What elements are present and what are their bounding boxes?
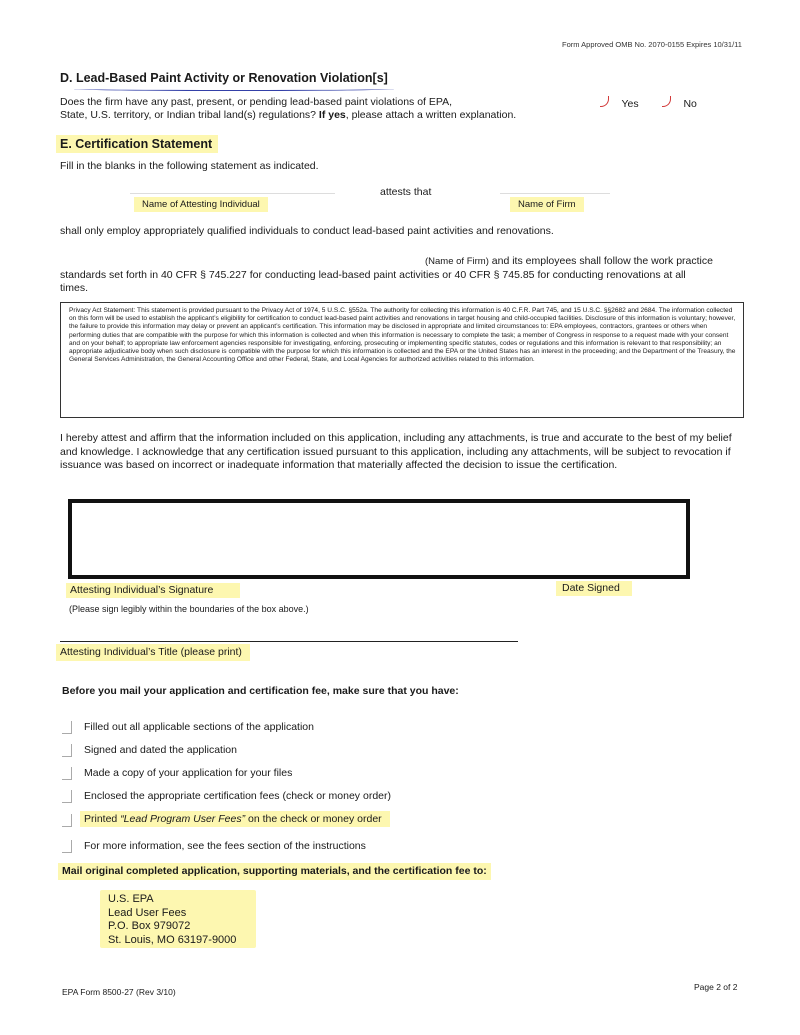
violation-question-line2	[60, 109, 516, 122]
checklist-item-signed-dated: Signed and dated the application	[84, 744, 237, 756]
checklist-item-more-info: For more information, see the fees section of the instructions	[84, 840, 366, 852]
checkbox-filled-out[interactable]	[62, 721, 72, 734]
address-line-2: Lead User Fees	[108, 906, 187, 919]
standards-line2: times.	[60, 282, 89, 294]
mailing-address	[108, 893, 236, 947]
signature-label: Attesting Individual’s Signature	[66, 583, 240, 598]
printed-italic: “Lead Program User Fees”	[120, 813, 246, 825]
omb-note: Form Approved OMB No. 2070-0155 Expires 10/31/11	[562, 40, 742, 49]
yes-radio[interactable]	[600, 96, 609, 107]
title-label: Attesting Individual’s Title (please print)	[56, 644, 250, 661]
standards-line1: standards set forth in 40 CFR § 745.227 for conducting lead-based paint activities or 40 CFR § 745.85 for conducting renovations at all	[60, 269, 686, 281]
violation-question-tail: , please attach a written explanation.	[345, 109, 517, 121]
page-number: Page 2 of 2	[694, 982, 738, 992]
checkbox-made-copy[interactable]	[62, 767, 72, 780]
no-radio[interactable]	[662, 96, 671, 107]
no-option[interactable]	[662, 94, 697, 112]
sign-note: (Please sign legibly within the boundaries of the box above.)	[69, 604, 309, 614]
printed-post: on the check or money order	[245, 813, 382, 825]
name-firm-blank[interactable]	[500, 193, 610, 194]
checklist-item-filled-out: Filled out all applicable sections of the application	[84, 721, 314, 733]
checklist-item-made-copy: Made a copy of your application for your files	[84, 767, 293, 779]
checkbox-printed[interactable]	[62, 814, 72, 827]
certification-instructions: Fill in the blanks in the following statement as indicated.	[60, 160, 319, 172]
yes-label: Yes	[621, 98, 639, 110]
printed-pre: Printed	[84, 813, 121, 825]
checklist-heading: Before you mail your application and certification fee, make sure that you have:	[62, 685, 459, 697]
attests-that-text: attests that	[380, 186, 432, 198]
name-firm-paren: (Name of Firm)	[425, 256, 489, 267]
name-individual-blank[interactable]	[130, 193, 335, 194]
section-d-underline	[74, 87, 394, 91]
attestation-paragraph: I hereby attest and affirm that the information included on this application, including any attachments, is true and accurate to the best of my belief and knowledge. I acknowledge that any certification issued pursuant to this application, including any attachments, will be subject to revocation if issuance was based on incorrect or inadequate information that materially affected the decision to issue the certification.	[60, 432, 732, 471]
name-individual-label: Name of Attesting Individual	[134, 197, 268, 212]
checklist-item-printed	[80, 811, 390, 827]
address-line-3: P.O. Box 979072	[108, 920, 191, 932]
privacy-act-statement: Privacy Act Statement: This statement is provided pursuant to the Privacy Act of 1974, 5 U.S.C. §552a. The authority for collecting this information is 40 C.F.R. Part 745, and 15 U.S.C. §§2682 and 2684. The information collected on this form will be used to establish the applicant’s eligibility for certification to conduct lead-based paint activities and renovations in target housing and child-occupied facilities. Disclosure of this information is voluntary; however, the failure to provide this information may delay or prevent an applicant’s certification. This information may be disclosed in appropriate and limited circumstances to: EPA employees, contractors, grantees or others when performing duties that are compatible with the purpose for which this information is collected and when this information is necessary to complete the task; a member of Congress in response to a request made with your consent and on your behalf; to appropriate law enforcement agencies responsible for investigating, enforcing, prosecuting or implementing specific statutes, codes or regulations and this information is relevant to that responsibility; an appropriate adjudicative body when such disclosure is compatible with the purpose for which this information is collected and the EPA or the United States has an interest in the proceeding; and the Department of the Treasury, the General Services Administration, the General Accounting Office and other Federal, State, and Local Agencies for authorized activities related to this information.	[60, 302, 744, 418]
checkbox-more-info[interactable]	[62, 840, 72, 853]
mail-heading: Mail original completed application, supporting materials, and the certification fee to:	[58, 863, 491, 880]
name-firm-line	[425, 255, 713, 268]
violation-question-line1: Does the firm have any past, present, or pending lead-based paint violations of EPA,	[60, 96, 453, 108]
checkbox-enclosed-fees[interactable]	[62, 790, 72, 803]
violation-question-text: State, U.S. territory, or Indian tribal land(s) regulations?	[60, 109, 319, 121]
employ-statement: shall only employ appropriately qualified individuals to conduct lead-based paint activities and renovations.	[60, 225, 554, 237]
date-signed-label: Date Signed	[556, 581, 632, 596]
section-d-title: D. Lead-Based Paint Activity or Renovation Violation[s]	[60, 71, 388, 85]
form-id: EPA Form 8500-27 (Rev 3/10)	[62, 987, 176, 997]
address-line-1: U.S. EPA	[108, 893, 154, 905]
section-e-title: E. Certification Statement	[56, 135, 218, 153]
violation-question-bold: If yes	[318, 109, 346, 121]
checkbox-signed-dated[interactable]	[62, 744, 72, 757]
yes-option[interactable]	[600, 94, 639, 112]
checklist-item-enclosed-fees: Enclosed the appropriate certification fees (check or money order)	[84, 790, 391, 802]
employees-follow-text: and its employees shall follow the work practice	[488, 255, 713, 267]
address-line-4: St. Louis, MO 63197-9000	[108, 933, 237, 946]
signature-box[interactable]	[68, 499, 690, 579]
title-line[interactable]	[60, 641, 518, 642]
no-label: No	[683, 98, 697, 110]
name-firm-label: Name of Firm	[510, 197, 584, 212]
